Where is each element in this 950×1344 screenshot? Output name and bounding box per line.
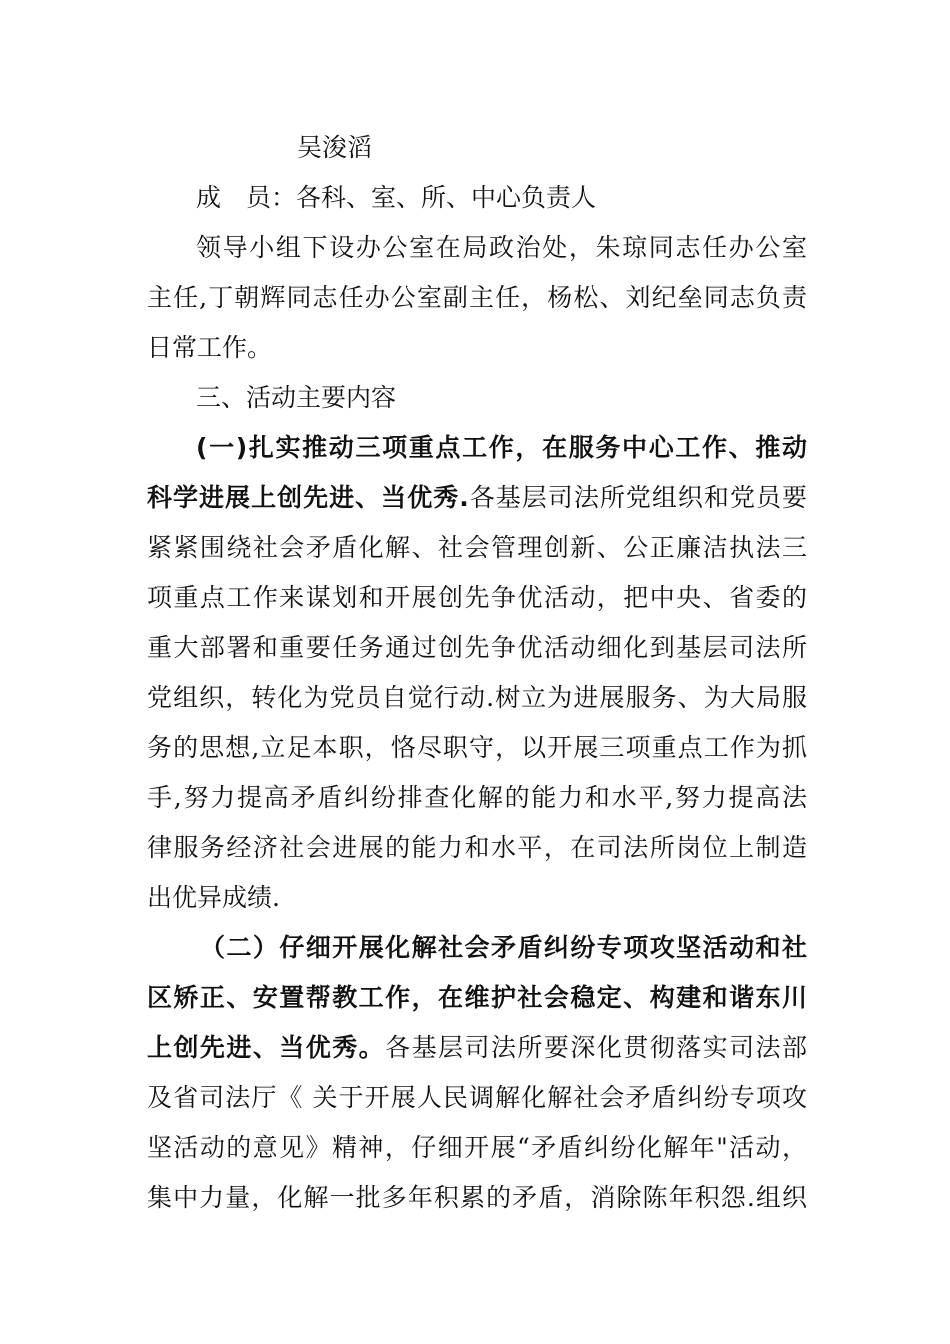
section1-body-line: 项重点工作来谋划和开展创先争优活动，把中央、省委的: [147, 583, 807, 612]
section1-body-line: 出优异成绩.: [147, 883, 280, 912]
section1-line-2-rest: 各基层司法所党组织和党员要: [468, 483, 807, 512]
section2-body-line: 坚活动的意见》精神，仔细开展“矛盾纠纷化解年"活动，: [147, 1133, 807, 1162]
section2-line-3: [147, 1028, 807, 1068]
office-paragraph-line-1: 领导小组下设办公室在局政治处，朱琼同志任办公室: [196, 233, 807, 262]
section1-heading-line-1: (一)扎实推动三项重点工作，在服务中心工作、推动: [196, 433, 807, 462]
section1-body-line: 律服务经济社会进展的能力和水平，在司法所岗位上制造: [147, 833, 807, 862]
section2-body-line: 及省司法厅《 关于开展人民调解化解社会矛盾纠纷专项攻: [147, 1083, 807, 1112]
section1-body-line: 手,努力提高矛盾纠纷排查化解的能力和水平,努力提高法: [147, 783, 807, 812]
members-line: 成 员：各科、室、所、中心负责人: [196, 183, 597, 212]
section1-body-line: 党组织，转化为党员自觉行动.树立为进展服务、为大局服: [147, 683, 807, 712]
office-paragraph-line-2: 主任,丁朝辉同志任办公室副主任，杨松、刘纪垒同志负责: [147, 283, 807, 312]
section2-heading-line-2: 区矫正、安置帮教工作，在维护社会稳定、构建和谐东川: [147, 983, 807, 1012]
section-heading-3: 三、活动主要内容: [196, 383, 397, 412]
section1-body-line: 紧紧围绕社会矛盾化解、社会管理创新、公正廉洁执法三: [147, 533, 807, 562]
section1-body-line: 务的思想,立足本职，恪尽职守，以开展三项重点工作为抓: [147, 733, 807, 762]
office-paragraph-line-3: 日常工作。: [147, 333, 273, 362]
member-name-line: 吴浚滔: [297, 133, 373, 162]
section2-line-3-rest: 各基层司法所要深化贯彻落实司法部: [385, 1033, 807, 1062]
section2-heading-line-3: 上创先进、当优秀。: [147, 1033, 386, 1062]
section2-body-line: 集中力量，化解一批多年积累的矛盾，消除陈年积怨.组织: [147, 1183, 807, 1212]
section2-heading-line-1: （二）仔细开展化解社会矛盾纠纷专项攻坚活动和社: [200, 933, 807, 962]
section1-body-line: 重大部署和重要任务通过创先争优活动细化到基层司法所: [147, 633, 807, 662]
section1-heading-line-2: 科学进展上创先进、当优秀.: [147, 483, 469, 512]
section1-line-2: [147, 478, 807, 518]
